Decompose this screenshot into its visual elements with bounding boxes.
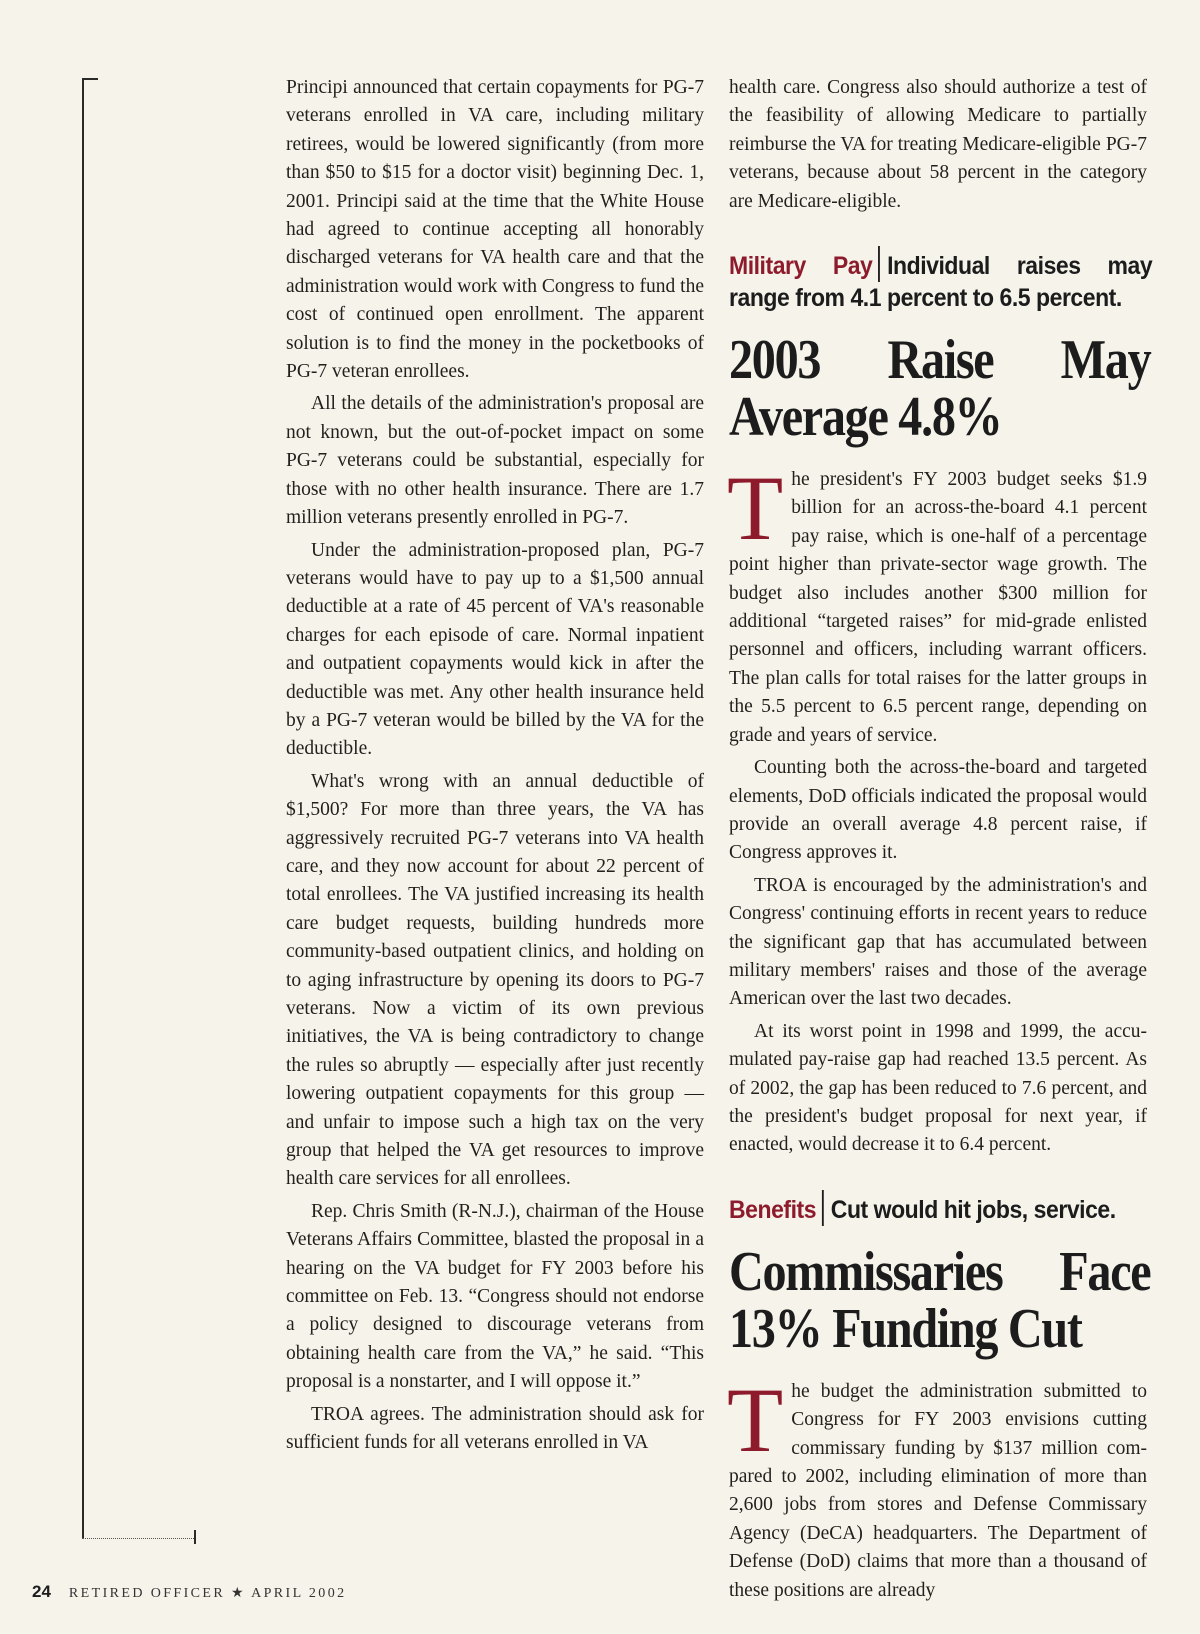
body-paragraph: Under the administration-proposed plan, PG-7 veterans would have to pay up to a $1,500 annual deductible at a rate of 45 percent of VA's reasonable charges for each episode of care. Normal inpatient and outpatient copayments would kick in after the deductible was met. Any other health insurance held by a PG-7 veteran would be billed by the VA for the deductible.: [286, 539, 704, 760]
body-paragraph: Counting both the across-the-board and targeted elements, DoD officials indicated the proposal would provide an overall average 4.8 percent raise, if Congress approves it.: [729, 757, 1147, 864]
kicker-divider: [822, 1190, 824, 1226]
margin-rule-bottom: [82, 1538, 194, 1539]
drop-cap: T: [727, 1368, 784, 1471]
margin-rule-tick: [194, 1530, 196, 1544]
right-column: [727, 74, 1153, 1605]
body-paragraph: [727, 1368, 1147, 1605]
lead-text: he budget the administration submitted to Congress for FY 2003 envisions cutting commissary funding by $137 million compared to 2002, including elimination of more than 2,600 jobs from stores and Defense Commissary Agency (DeCA) headquarters. The Department of Defense (DoD) claims that more than a thousand of these positions are already: [729, 1380, 1147, 1601]
article-headline: 2003 Raise May Average 4.8%: [729, 329, 1151, 449]
body-paragraph: What's wrong with an annual deductible of $1,500? For more than three years, the VA has aggressively recruited PG-7 veterans into VA health care, and they now account for about 22 percent of total enrollees. The VA justified increasing its health care budget requests, building hundreds more community-based outpatient clinics, and holding on to aging infrastructure by opening its doors to PG-7 veterans. Now a victim of its own previous initiatives, the VA is being contradictory to change the rules so abruptly — especially after just recently lowering outpatient copayments for this group — and unfair to impose such a high tax on the very group that helped the VA get resources to improve health care services for all enrollees.: [286, 770, 704, 1190]
left-column: [286, 74, 704, 1458]
body-paragraph: All the details of the administration's proposal are not known, but the out-of-pocket impact on some PG-7 veterans could be substantial, especially for those with no other health insurance. There are 1.7 million veterans presently enrolled in PG-7.: [286, 393, 704, 529]
margin-rule: [82, 78, 84, 1538]
section-category: Military Pay: [729, 252, 873, 281]
article-headline: Commissaries Face 13% Funding Cut: [729, 1240, 1151, 1360]
page-number: 24: [32, 1582, 51, 1601]
publication-line: RETIRED OFFICER ★ APRIL 2002: [68, 1586, 347, 1601]
section-category: Benefits: [729, 1195, 817, 1224]
margin-rule-top: [82, 78, 98, 80]
section-deck: Individual raises may range from 4.1 percent to 6.5 percent.: [729, 252, 1153, 313]
body-paragraph: At its worst point in 1998 and 1999, the accumulated pay-raise gap had reached 13.5 percent. As of 2002, the gap has been reduced to 7.6 percent, and the president's budget proposal for next year, if enacted, would decrease it to 6.4 percent.: [729, 1020, 1147, 1156]
page-footer: [32, 1582, 347, 1602]
section-kicker: [729, 1190, 1152, 1226]
lead-text: he president's FY 2003 budget seeks $1.9 billion for an across-the-board 4.1 percent pay raise, which is one-half of a percentage point higher than private-sector wage growth. The budget also includes another $300 million for additional “targeted raises” for mid-grade enlisted personnel and officers, including warrant officers. The plan calls for total raises for the latter groups in the 5.5 percent to 6.5 percent range, depending on grade and years of service.: [729, 469, 1147, 746]
section-deck: Cut would hit jobs, service.: [830, 1195, 1116, 1224]
body-paragraph: TROA agrees. The administration should ask for sufficient funds for all veterans enrolled in VA: [286, 1403, 704, 1454]
drop-cap: T: [727, 457, 784, 560]
body-paragraph: Rep. Chris Smith (R-N.J.), chairman of the House Veterans Affairs Committee, blasted the proposal in a hearing on the VA budget for FY 2003 before his committee on Feb. 13. “Congress should not endorse a policy designed to discourage veterans from obtaining health care from the VA,” he said. “This proposal is a nonstarter, and I will oppose it.”: [286, 1200, 704, 1393]
body-paragraph: health care. Congress also should authorize a test of the feasibility of allowing Medicare to partially reimburse the VA for treating Medicare-eligible PG-7 veterans, because about 58 percent in the category are Medicare-eligible.: [729, 77, 1147, 212]
kicker-divider: [878, 246, 880, 282]
section-kicker: [729, 246, 1152, 314]
body-paragraph: Principi announced that certain copayments for PG-7 veterans enrolled in VA care, including military retirees, would be lowered significantly (from more than $50 to $15 for a doctor visit) beginning Dec. 1, 2001. Principi said at the time that the White House had agreed to continue accepting all honorably discharged veterans for VA health care and that the administration would work with Congress to fund the cost of continued open enrollment. The apparent solution is to find the money in the pocketbooks of PG-7 veteran enrollees.: [286, 77, 704, 383]
body-paragraph: [727, 457, 1147, 750]
body-paragraph: TROA is encouraged by the administration's and Congress' continuing efforts in recent years to reduce the significant gap that has accumulated between military members' raises and those of the average American over the last two decades.: [729, 874, 1147, 1010]
